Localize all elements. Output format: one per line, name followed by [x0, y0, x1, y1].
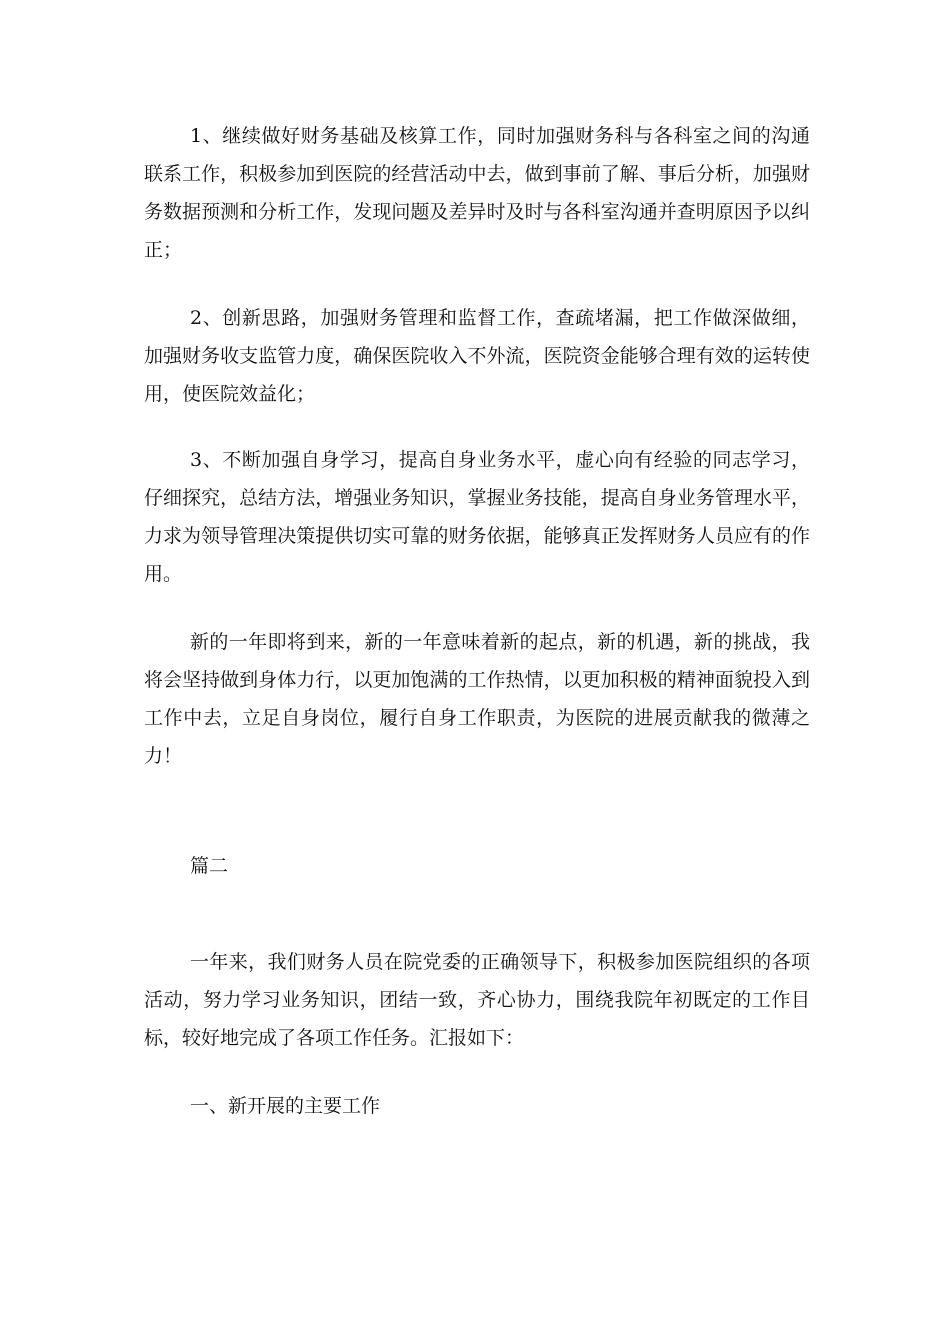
- paragraph-item-2: 2、创新思路，加强财务管理和监督工作，查疏堵漏，把工作做深做细，加强财务收支监管力度，确保医院收入不外流，医院资金能够合理有效的运转使用，使医院效益化；: [144, 307, 810, 405]
- section-intro-paragraph: 一年来，我们财务人员在院党委的正确领导下，积极参加医院组织的各项活动，努力学习业务知识，团结一致，齐心协力，围绕我院年初既定的工作目标，较好地完成了各项工作任务。汇报如下：: [144, 951, 810, 1049]
- paragraph-item-1: 1、继续做好财务基础及核算工作，同时加强财务科与各科室之间的沟通联系工作，积极参加到医院的经营活动中去，做到事前了解、事后分析，加强财务数据预测和分析工作，发现问题及差异时及时与各科室沟通并查明原因予以纠正；: [144, 125, 810, 261]
- paragraph-item-3: 3、不断加强自身学习，提高自身业务水平，虚心向有经验的同志学习，仔细探究，总结方法，增强业务知识，掌握业务技能，提高自身业务管理水平，力求为领导管理决策提供切实可靠的财务依据，能够真正发挥财务人员应有的作用。: [144, 449, 810, 585]
- paragraph-closing: 新的一年即将到来，新的一年意味着新的起点，新的机遇，新的挑战，我将会坚持做到身体力行，以更加饱满的工作热情，以更加积极的精神面貌投入到工作中去，立足自身岗位，履行自身工作职责，为医院的进展贡献我的微薄之力！: [144, 631, 810, 767]
- subheading: 一、新开展的主要工作: [190, 1095, 381, 1117]
- section-title: 篇二: [190, 855, 229, 877]
